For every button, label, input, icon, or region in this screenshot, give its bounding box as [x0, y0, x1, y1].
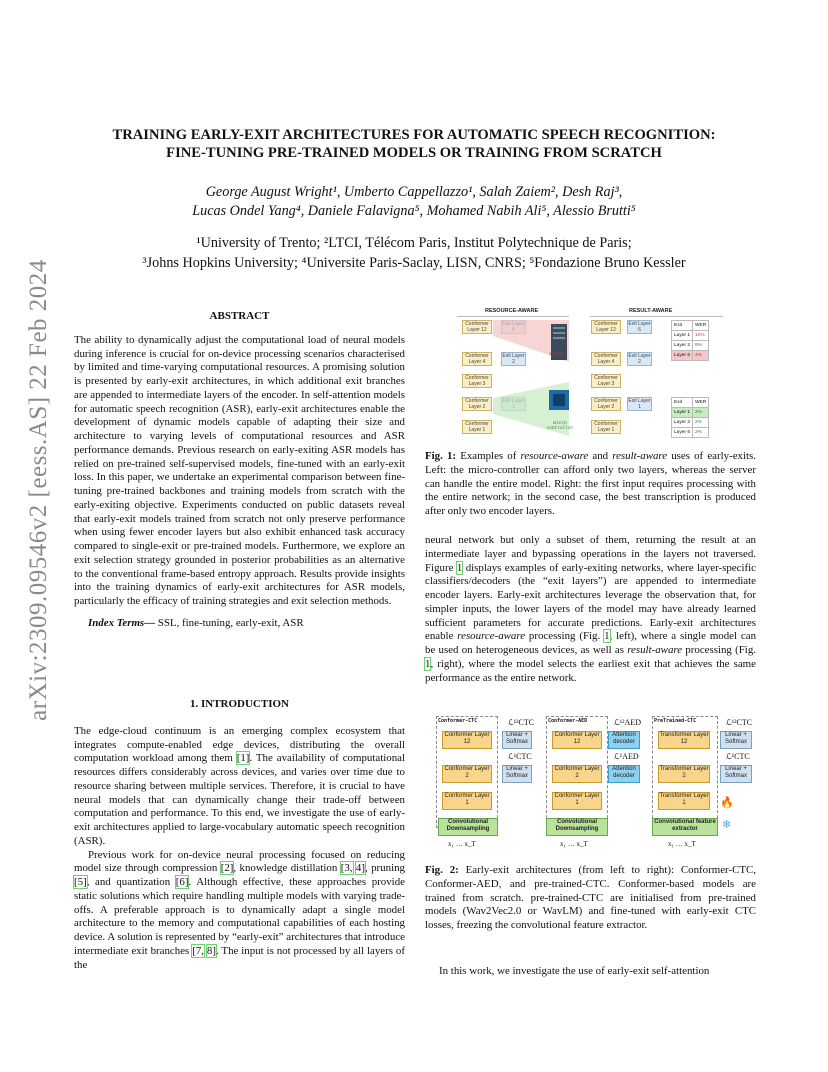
- fig2-c3-loss-2: ℒ¹CTC: [726, 752, 750, 761]
- fig1-cap-rs: result-aware: [612, 450, 668, 462]
- tbl-cell: 4%: [693, 351, 709, 361]
- figure-1: [457, 306, 723, 444]
- fire-icon: 🔥: [720, 797, 734, 809]
- fig1-r-exit-layer-2: Exit Layer 2: [628, 353, 651, 365]
- fig2-c3-inputs: x₁ … x_T: [668, 840, 696, 848]
- title-line-1: TRAINING EARLY-EXIT ARCHITECTURES FOR AUTOMATIC SPEECH RECOGNITION:: [112, 127, 716, 143]
- fig1-wer-table-top: [671, 320, 709, 361]
- tbl-cell: 2%: [693, 428, 709, 438]
- right-p1-d: , left), where a single model can be used on heterogeneous devices, as well as: [425, 630, 757, 656]
- abstract-section: [74, 310, 405, 631]
- fig2-c2-inputs: x₁ … x_T: [560, 840, 588, 848]
- figure-1-caption: [425, 450, 756, 519]
- fig1-right-title: RESULT-AWARE: [629, 308, 673, 314]
- authors-line-2: Lucas Ondel Yang⁴, Daniele Falavigna⁵, Mohamed Nabih Ali⁵, Alessio Brutti⁵: [192, 203, 636, 219]
- citation-link[interactable]: 4]: [355, 862, 365, 875]
- citation-link[interactable]: [1]: [236, 752, 250, 765]
- fig1-cap-c: uses of early-exits. Left: the micro-controller can afford only two layers, whereas the server can handle the entire model. Right: the first input requires processing with the entire network; in the second case, the best transcription is produced after only two encoder layers.: [425, 450, 757, 517]
- citation-link[interactable]: [2]: [220, 862, 234, 875]
- tbl-cell: Layer 2: [672, 418, 693, 428]
- fig1-cap-ra: resource-aware: [520, 450, 589, 462]
- fig1-rule-right: [590, 316, 723, 317]
- fig1-r-conformer-layer-12: Conformer Layer 12: [591, 320, 621, 334]
- figure-2: [436, 712, 762, 860]
- intro-heading: 1. INTRODUCTION: [189, 698, 289, 710]
- fig2-c3-linear-softmax-12: Linear + Softmax: [720, 731, 752, 749]
- intro-p1-text-b: . The availability of computational resources differs considerably across devices, and varies over time due to resource sharing between multiple services. Therefore, it is crucial to have neural models that can dynamically change their trade-off between computation and performance. To this end, we investigate the use of early-exit architectures applied to large-vocabulary automatic speech recognition (ASR).: [74, 752, 405, 847]
- index-terms-label: Index Terms—: [88, 616, 156, 629]
- right-p1-b: displays examples of early-exiting networks, where layer-specific classifiers/decoders (the “exit layers”) are appended to intermediate encoder layers. Early-exit architectures leverage the observation that, for simpler inputs, the lower layers of the model may have already learned sufficient parameters for accurate predictions. Early-exit architectures enable: [425, 561, 756, 643]
- right-paragraph-2: [425, 965, 756, 979]
- intro-paragraph-1: [74, 725, 405, 849]
- intro-p2-text-d: , and quantization: [86, 876, 176, 888]
- tbl-cell: 2%: [693, 408, 709, 418]
- figure-link[interactable]: 1: [456, 561, 463, 574]
- fig1-r-exit-layer-1: Exit Layer 1: [628, 398, 651, 410]
- right-paragraph-1: [425, 534, 756, 685]
- fig2-c3-transformer-2: Transformer Layer 2: [658, 765, 710, 783]
- right-p1-c: processing (Fig.: [525, 630, 605, 643]
- fig2-c2-conv-downsampling: Convolutional Downsampling: [546, 818, 608, 836]
- tbl-cell: 8%: [693, 341, 709, 351]
- fig2-col3-title: PreTrained-CTC: [654, 718, 697, 724]
- index-terms: [74, 617, 405, 631]
- fig1-r-conformer-layer-3: Conformer Layer 3: [591, 374, 621, 388]
- fig2-c1-conv-downsampling: Convolutional Downsampling: [438, 818, 498, 836]
- title-line-2: FINE-TUNING PRE-TRAINED MODELS OR TRAINING FROM SCRATCH: [166, 145, 662, 161]
- tbl-cell: Layer 6: [672, 351, 693, 361]
- tbl-cell: Layer 2: [672, 341, 693, 351]
- fig1-conformer-layer-2: Conformer Layer 2: [462, 397, 492, 411]
- fig1-caption-text: [425, 450, 756, 519]
- fig1-rule-left: [457, 316, 569, 317]
- fig2-c2-attention-decoder-2: Attention decoder: [608, 765, 640, 783]
- fig2-c1-linear-softmax-12: Linear + Softmax: [502, 731, 532, 749]
- tbl-cell: 2%: [693, 418, 709, 428]
- tbl-head-wer: WER: [693, 321, 709, 331]
- fig1-conformer-layer-4: Conformer Layer 4: [462, 352, 492, 366]
- fig2-c3-linear-softmax-2: Linear + Softmax: [720, 765, 752, 783]
- right-p2-text: In this work, we investigate the use of early-exit self-attention: [439, 965, 710, 977]
- authors-line-1: George August Wright¹, Umberto Cappellazzo¹, Salah Zaiem², Desh Raj³,: [205, 184, 623, 200]
- right-p1-e: processing (Fig.: [682, 644, 756, 656]
- tbl-head-exit: Exit: [672, 398, 693, 408]
- right-p1-text: [425, 534, 756, 685]
- abstract-text: The ability to dynamically adjust the computational load of neural models during inference is crucial for on-device processing scenarios characterised by limited and time-varying computational resources. A promising solution is presented by early-exit architectures, in which additional exit branches are appended to intermediate layers of the encoder. In self-attention models for automatic speech recognition (ASR), early-exit architectures enable the development of dynamic models capable of adapting their size and architecture to varying levels of computational resources and ASR performance demands. Previous research on early-exiting ASR models has relied on pre-trained self-supervised models, fine-tuned with an early-exit loss. In this paper, we undertake an experimental comparison between fine-tuning pre-trained backbones and training models from scratch with the early-exiting objective. Experiments conducted on public datasets reveal that early-exit models trained from scratch not only preserve performance when using fewer encoder layers but also exhibit enhanced task accuracy compared to single-exit or pre-trained models. Furthermore, we explore an exit selection strategy grounded in posterior probabilities as an alternative to the conventional frame-based entropy approach. Results provide insights into the training dynamics of early-exit architectures for ASR models, particularly the efficacy of training strategies and exit selection methods.: [74, 333, 405, 607]
- introduction-section: [74, 698, 405, 972]
- figure-link[interactable]: 1: [425, 657, 431, 670]
- citation-link[interactable]: [3,: [340, 862, 353, 875]
- fig1-conformer-layer-3: Conformer Layer 3: [462, 374, 492, 388]
- affil-line-2: ³Johns Hopkins University; ⁴Universite Paris-Saclay, LISN, CNRS; ⁵Fondazione Bruno Kessler: [142, 255, 686, 271]
- arxiv-identifier: [14, 259, 64, 721]
- fig2-col1-title: Conformer-CTC: [438, 718, 478, 724]
- fig2-c1-loss-12: ℒ¹²CTC: [508, 718, 535, 727]
- fig2-c2-loss-12: ℒ¹²AED: [614, 718, 641, 727]
- citation-link[interactable]: [7,: [192, 944, 204, 957]
- fig1-label: Fig. 1:: [425, 450, 457, 462]
- intro-p2-text-e: . Although effective, these approaches provide static solutions which require handling multiple models with varying trade-offs. A preferable approach is to dynamically adapt a single model architecture to the memory and computational capabilities of each hosting device. A solution is represented by “early-exit” architectures that introduce intermediate exit branches: [74, 876, 405, 957]
- tbl-head-exit: Exit: [672, 321, 693, 331]
- intro-p2-text-b: , knowledge distillation: [233, 862, 341, 875]
- intro-paragraph-2: [74, 849, 405, 973]
- fig2-c1-inputs: x₁ … x_T: [448, 840, 476, 848]
- fig2-cap-text: Early-exit architectures (from left to right): Conformer-CTC, Conformer-AED, and pre-trained-CTC. Conformer-based models are trained from scratch. pre-trained-CTC are initialised from pre-trained models (Wav2Vec2.0 or WavLM) and fine-tuned with early-exit CTC losses, freezing the convolutional feature extractor.: [425, 864, 756, 931]
- intro-p1-text-a: The edge-cloud continuum is an emerging complex ecosystem that integrates compute-enabled edge devices, distributing the overall computation workload among them: [74, 724, 405, 765]
- arxiv-id-text: arXiv:2309.09546v2 [eess.AS] 22 Feb 2024: [25, 259, 52, 721]
- affil-line-1: ¹University of Trento; ²LTCI, Télécom Paris, Institut Polytechnique de Paris;: [196, 235, 632, 251]
- tbl-cell: Layer 6: [672, 428, 693, 438]
- paper-title: [60, 126, 768, 162]
- affiliations: [60, 233, 768, 273]
- figure-link[interactable]: 1: [604, 630, 610, 643]
- right-p1-f: , right), where the model selects the earliest exit that achieves the same performance as the entire network.: [425, 657, 756, 684]
- tbl-cell: Layer 1: [672, 408, 693, 418]
- tbl-cell: 10%: [693, 331, 709, 341]
- fig1-server-label: server: [549, 352, 566, 357]
- fig1-left-title: RESOURCE-AWARE: [485, 308, 539, 314]
- fig1-r-exit-layer-6: Exit Layer 6: [628, 321, 651, 333]
- fig1-wer-table-bottom: [671, 397, 709, 438]
- fig2-c2-conformer-2: Conformer Layer 2: [552, 765, 602, 783]
- intro-p2-text-f: . The input is not processed by all layers of the: [74, 944, 405, 971]
- intro-p2-text-a: Previous work for on-device neural processing focused on reducing model size through compression: [74, 848, 405, 875]
- intro-p2-text-c: , pruning: [364, 862, 405, 875]
- fig2-c2-loss-2: ℒ¹AED: [614, 752, 639, 761]
- fig2-c3-loss-12: ℒ¹²CTC: [726, 718, 753, 727]
- fig1-r-conformer-layer-2: Conformer Layer 2: [591, 397, 621, 411]
- fig2-c3-transformer-12: Transformer Layer 12: [658, 731, 710, 749]
- fig2-c2-attention-decoder-12: Attention decoder: [608, 731, 640, 749]
- fig1-left-arrows: [457, 318, 569, 438]
- fig2-c3-feature-extractor: Convolutional feature extractor: [652, 818, 718, 836]
- fig2-label: Fig. 2:: [425, 864, 459, 876]
- fig2-c1-loss-2: ℒ¹CTC: [508, 752, 532, 761]
- tbl-cell: Layer 1: [672, 331, 693, 341]
- figure-2-caption: [425, 864, 756, 933]
- fig1-cap-b: and: [588, 450, 613, 462]
- author-list: [90, 183, 738, 221]
- tbl-head-wer: WER: [693, 398, 709, 408]
- citation-link[interactable]: [5]: [74, 876, 87, 888]
- fig1-cap-a: Examples of: [456, 450, 521, 462]
- fig2-c1-conformer-1: Conformer Layer 1: [442, 792, 492, 810]
- fig2-c1-conformer-2: Conformer Layer 2: [442, 765, 492, 783]
- right-p1-ra: resource-aware: [457, 630, 526, 643]
- right-p1-a: neural network but only a subset of them, returning the result at an intermediate layer and bypassing operations in the layers not traversed. Figure: [425, 534, 756, 574]
- index-terms-text: SSL, fine-tuning, early-exit, ASR: [155, 616, 304, 629]
- fig1-exit-layer-2: Exit Layer 2: [502, 353, 525, 365]
- fig2-caption-text: [425, 864, 756, 933]
- fig2-col2-title: Conformer-AED: [548, 718, 588, 724]
- snowflake-icon: ❄: [722, 819, 732, 831]
- fig2-c1-conformer-12: Conformer Layer 12: [442, 731, 492, 749]
- fig2-c2-conformer-12: Conformer Layer 12: [552, 731, 602, 749]
- citation-link[interactable]: [6]: [175, 876, 189, 888]
- fig1-r-conformer-layer-1: Conformer Layer 1: [591, 420, 621, 434]
- fig1-conformer-layer-1: Conformer Layer 1: [462, 420, 492, 434]
- abstract-heading: ABSTRACT: [209, 310, 270, 322]
- fig2-c2-conformer-1: Conformer Layer 1: [552, 792, 602, 810]
- fig1-micro-label: micro controller: [546, 421, 574, 431]
- fig2-c1-linear-softmax-2: Linear + Softmax: [502, 765, 532, 783]
- citation-link[interactable]: 8]: [206, 944, 216, 957]
- fig1-r-conformer-layer-4: Conformer Layer 4: [591, 352, 621, 366]
- fig2-c3-transformer-1: Transformer Layer 1: [658, 792, 710, 810]
- fig1-conformer-layer-12: Conformer Layer 12: [462, 320, 492, 334]
- right-p1-rs: result-aware: [627, 644, 683, 656]
